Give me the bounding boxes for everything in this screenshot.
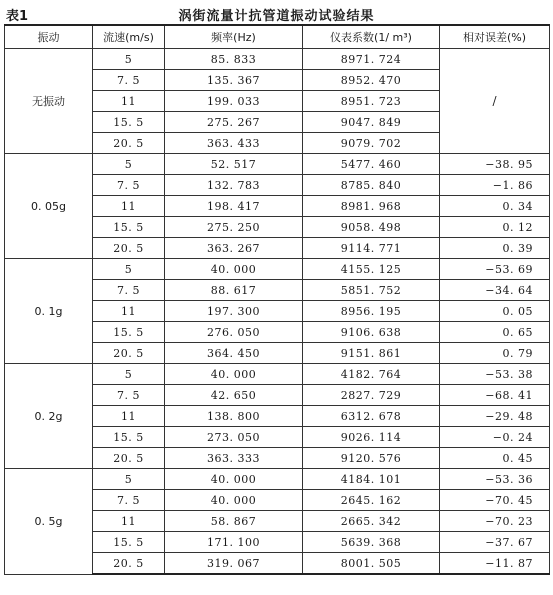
frequency-cell: 319. 067	[165, 553, 303, 575]
vibration-level-cell: 0. 05g	[5, 154, 93, 259]
relative-error-cell: 0. 65	[440, 322, 550, 343]
meter-coefficient-cell: 9151. 861	[303, 343, 440, 364]
relative-error-cell: −53. 38	[440, 364, 550, 385]
header-meter-coefficient: 仪表系数(1/ m³)	[303, 25, 440, 49]
flow-speed-cell: 7. 5	[93, 490, 165, 511]
relative-error-cell: 0. 39	[440, 238, 550, 259]
relative-error-cell: −37. 67	[440, 532, 550, 553]
header-row	[5, 25, 550, 49]
meter-coefficient-cell: 5851. 752	[303, 280, 440, 301]
vibration-level-cell: 0. 5g	[5, 469, 93, 575]
flow-speed-cell: 15. 5	[93, 532, 165, 553]
relative-error-cell: 0. 05	[440, 301, 550, 322]
flow-speed-cell: 7. 5	[93, 280, 165, 301]
frequency-cell: 88. 617	[165, 280, 303, 301]
frequency-cell: 138. 800	[165, 406, 303, 427]
frequency-cell: 363. 433	[165, 133, 303, 154]
frequency-cell: 40. 000	[165, 469, 303, 490]
flow-speed-cell: 5	[93, 364, 165, 385]
frequency-cell: 363. 267	[165, 238, 303, 259]
meter-coefficient-cell: 8785. 840	[303, 175, 440, 196]
flow-speed-cell: 11	[93, 91, 165, 112]
relative-error-cell: −29. 48	[440, 406, 550, 427]
meter-coefficient-cell: 8971. 724	[303, 49, 440, 70]
vibration-level-cell: 0. 1g	[5, 259, 93, 364]
meter-coefficient-cell: 8001. 505	[303, 553, 440, 575]
relative-error-cell: −0. 24	[440, 427, 550, 448]
meter-coefficient-cell: 2645. 162	[303, 490, 440, 511]
meter-coefficient-cell: 8952. 470	[303, 70, 440, 91]
table-title: 涡街流量计抗管道振动试验结果	[178, 9, 375, 24]
flow-speed-cell: 15. 5	[93, 427, 165, 448]
frequency-cell: 363. 333	[165, 448, 303, 469]
meter-coefficient-cell: 8956. 195	[303, 301, 440, 322]
meter-coefficient-cell: 4182. 764	[303, 364, 440, 385]
flow-speed-cell: 5	[93, 259, 165, 280]
meter-coefficient-cell: 9114. 771	[303, 238, 440, 259]
frequency-cell: 198. 417	[165, 196, 303, 217]
relative-error-cell: 0. 45	[440, 448, 550, 469]
frequency-cell: 85. 833	[165, 49, 303, 70]
flow-speed-cell: 20. 5	[93, 448, 165, 469]
frequency-cell: 197. 300	[165, 301, 303, 322]
flow-speed-cell: 20. 5	[93, 133, 165, 154]
frequency-cell: 135. 367	[165, 70, 303, 91]
relative-error-cell: −70. 23	[440, 511, 550, 532]
flow-speed-cell: 5	[93, 49, 165, 70]
flow-speed-cell: 7. 5	[93, 175, 165, 196]
frequency-cell: 276. 050	[165, 322, 303, 343]
table-row	[5, 364, 550, 385]
frequency-cell: 40. 000	[165, 259, 303, 280]
flow-speed-cell: 20. 5	[93, 553, 165, 575]
meter-coefficient-cell: 5639. 368	[303, 532, 440, 553]
frequency-cell: 275. 267	[165, 112, 303, 133]
relative-error-cell: −11. 87	[440, 553, 550, 575]
flow-speed-cell: 11	[93, 511, 165, 532]
flow-speed-cell: 5	[93, 469, 165, 490]
table-row	[5, 49, 550, 70]
table-header	[5, 25, 550, 49]
frequency-cell: 58. 867	[165, 511, 303, 532]
frequency-cell: 132. 783	[165, 175, 303, 196]
meter-coefficient-cell: 8981. 968	[303, 196, 440, 217]
flow-speed-cell: 7. 5	[93, 385, 165, 406]
meter-coefficient-cell: 9106. 638	[303, 322, 440, 343]
header-relative-error: 相对误差(%)	[440, 25, 550, 49]
frequency-cell: 52. 517	[165, 154, 303, 175]
relative-error-cell: −1. 86	[440, 175, 550, 196]
frequency-cell: 199. 033	[165, 91, 303, 112]
flow-speed-cell: 11	[93, 301, 165, 322]
relative-error-cell: −68. 41	[440, 385, 550, 406]
frequency-cell: 40. 000	[165, 364, 303, 385]
frequency-cell: 275. 250	[165, 217, 303, 238]
meter-coefficient-cell: 4155. 125	[303, 259, 440, 280]
results-table	[4, 24, 550, 575]
relative-error-cell: −70. 45	[440, 490, 550, 511]
frequency-cell: 40. 000	[165, 490, 303, 511]
meter-coefficient-cell: 9026. 114	[303, 427, 440, 448]
flow-speed-cell: 15. 5	[93, 112, 165, 133]
meter-coefficient-cell: 9079. 702	[303, 133, 440, 154]
relative-error-cell: −53. 36	[440, 469, 550, 490]
relative-error-cell: 0. 34	[440, 196, 550, 217]
flow-speed-cell: 15. 5	[93, 217, 165, 238]
table-body	[5, 49, 550, 575]
relative-error-cell: −38. 95	[440, 154, 550, 175]
meter-coefficient-cell: 4184. 101	[303, 469, 440, 490]
meter-coefficient-cell: 2665. 342	[303, 511, 440, 532]
table-row	[5, 154, 550, 175]
relative-error-cell: 0. 12	[440, 217, 550, 238]
table-row	[5, 469, 550, 490]
flow-speed-cell: 20. 5	[93, 343, 165, 364]
frequency-cell: 364. 450	[165, 343, 303, 364]
header-flow-speed: 流速(m/s)	[93, 25, 165, 49]
header-vibration: 振动	[5, 25, 93, 49]
frequency-cell: 273. 050	[165, 427, 303, 448]
meter-coefficient-cell: 5477. 460	[303, 154, 440, 175]
flow-speed-cell: 20. 5	[93, 238, 165, 259]
meter-coefficient-cell: 8951. 723	[303, 91, 440, 112]
frequency-cell: 171. 100	[165, 532, 303, 553]
flow-speed-cell: 11	[93, 406, 165, 427]
relative-error-cell: 0. 79	[440, 343, 550, 364]
frequency-cell: 42. 650	[165, 385, 303, 406]
relative-error-cell: −34. 64	[440, 280, 550, 301]
flow-speed-cell: 15. 5	[93, 322, 165, 343]
meter-coefficient-cell: 6312. 678	[303, 406, 440, 427]
vibration-level-cell: 0. 2g	[5, 364, 93, 469]
table-caption	[4, 2, 549, 24]
flow-speed-cell: 5	[93, 154, 165, 175]
header-frequency: 频率(Hz)	[165, 25, 303, 49]
meter-coefficient-cell: 9120. 576	[303, 448, 440, 469]
meter-coefficient-cell: 2827. 729	[303, 385, 440, 406]
relative-error-cell: −53. 69	[440, 259, 550, 280]
flow-speed-cell: 7. 5	[93, 70, 165, 91]
meter-coefficient-cell: 9047. 849	[303, 112, 440, 133]
relative-error-cell: /	[440, 49, 550, 154]
flow-speed-cell: 11	[93, 196, 165, 217]
table-row	[5, 259, 550, 280]
meter-coefficient-cell: 9058. 498	[303, 217, 440, 238]
vibration-level-cell: 无振动	[5, 49, 93, 154]
table-number: 表1	[6, 9, 29, 24]
